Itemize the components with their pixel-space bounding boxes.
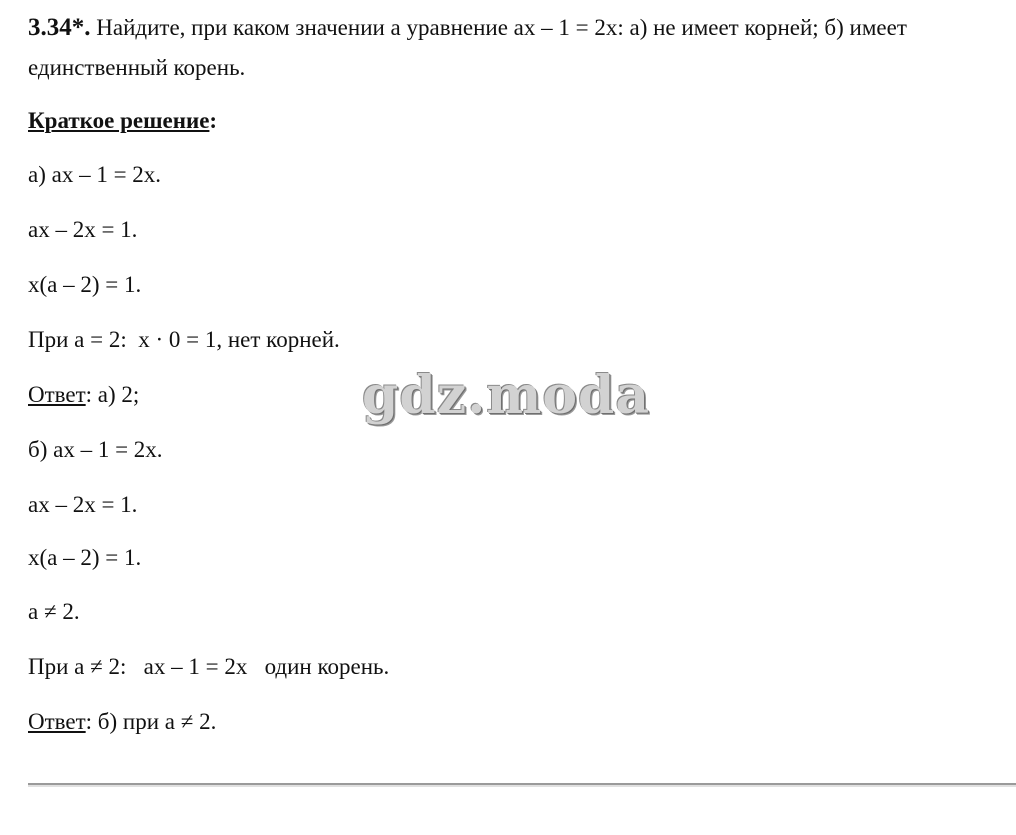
- answer-a-label: Ответ: [28, 382, 86, 407]
- step-b-5: При a ≠ 2: ax – 1 = 2x один корень.: [28, 654, 390, 679]
- solution-heading: Краткое решение: [28, 108, 210, 133]
- step-a-4: При a = 2: x · 0 = 1, нет корней.: [28, 327, 340, 352]
- step-b-4: a ≠ 2.: [28, 599, 80, 624]
- answer-b-label: Ответ: [28, 709, 86, 734]
- solution-heading-line: [28, 106, 217, 136]
- step-b-2: ax – 2x = 1.: [28, 492, 138, 517]
- step-a-1: а) ax – 1 = 2x.: [28, 162, 162, 187]
- answer-b: [28, 707, 216, 737]
- step-a-3: x(a – 2) = 1.: [28, 272, 142, 297]
- step-b-1: б) ax – 1 = 2x.: [28, 437, 163, 462]
- solution-heading-colon: :: [209, 108, 218, 133]
- step-b-3: x(a – 2) = 1.: [28, 545, 142, 570]
- step-a-2: ax – 2x = 1.: [28, 217, 138, 242]
- answer-b-text: : б) при a ≠ 2.: [85, 709, 217, 734]
- problem-number: 3.34*.: [28, 14, 91, 41]
- bottom-divider: [28, 783, 1016, 787]
- answer-a: [28, 380, 139, 410]
- problem-text: Найдите, при каком значении a уравнение ax – 1 = 2x: а) не имеет корней; б) имеет единственный корень.: [28, 15, 907, 80]
- answer-a-text: : а) 2;: [85, 382, 140, 407]
- watermark-logo: gdz.moda: [362, 365, 651, 426]
- problem-statement: [28, 8, 1008, 88]
